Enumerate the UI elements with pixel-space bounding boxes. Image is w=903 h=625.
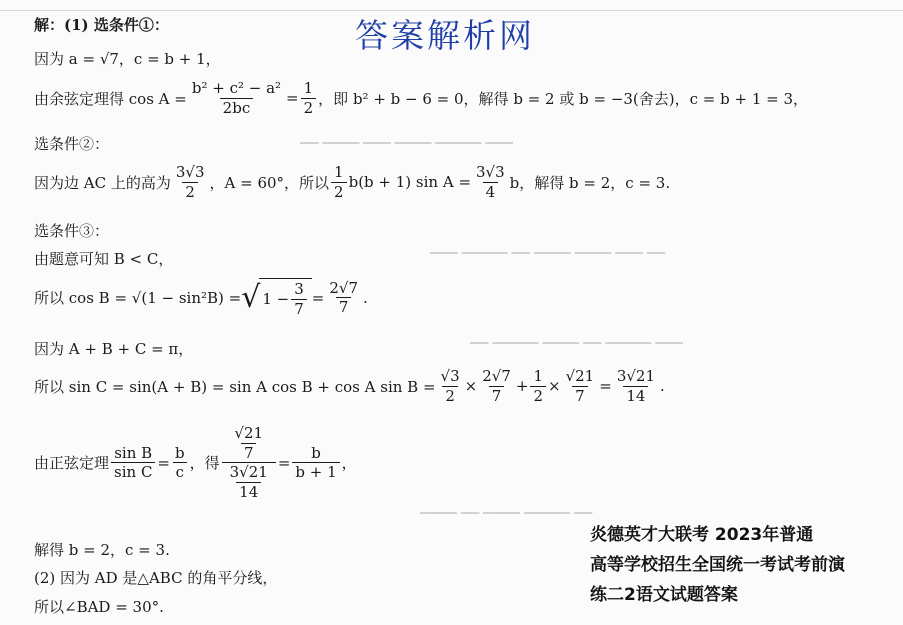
solution-line bbox=[34, 338, 193, 359]
line-text: 由余弦定理得 cos A = bbox=[34, 89, 187, 108]
times-sign: × bbox=[464, 377, 478, 395]
fraction-numerator: 3√3 bbox=[476, 163, 505, 181]
times-sign: × bbox=[548, 377, 561, 395]
line-text: (2) 因为 AD 是△ABC 的角平分线， bbox=[34, 569, 278, 587]
line-text: . bbox=[660, 377, 665, 395]
fraction bbox=[438, 368, 463, 404]
fraction-numerator: b² + c² − a² bbox=[191, 79, 282, 97]
fraction bbox=[473, 164, 508, 200]
solution-line bbox=[34, 248, 173, 269]
fraction-denominator: b + 1 bbox=[292, 462, 339, 481]
compound-fraction bbox=[222, 425, 276, 500]
solution-line bbox=[34, 80, 808, 116]
equals-sign: = bbox=[311, 288, 325, 307]
fraction bbox=[111, 445, 155, 481]
fraction bbox=[326, 280, 361, 316]
fraction-numerator: √21 bbox=[565, 367, 595, 385]
solution-line bbox=[34, 48, 221, 69]
fraction-denominator: 7 bbox=[572, 386, 588, 405]
fraction-numerator: 2√7 bbox=[482, 367, 511, 385]
fraction bbox=[189, 80, 284, 116]
fraction bbox=[291, 281, 307, 317]
line-text: 解：(1) 选条件①： bbox=[34, 16, 169, 34]
fraction-denominator: 2 bbox=[442, 386, 458, 405]
fraction-numerator: 3√21 bbox=[229, 463, 268, 481]
caption-line: 炎德英才大联考 2023年普通 bbox=[590, 525, 814, 545]
fraction-numerator: b bbox=[311, 443, 321, 462]
compound-numerator bbox=[226, 425, 271, 462]
solution-line bbox=[34, 539, 170, 560]
fraction-denominator: 7 bbox=[241, 443, 257, 462]
fraction-denominator: 14 bbox=[236, 482, 261, 501]
fraction-denominator: 2 bbox=[182, 182, 198, 201]
line-text: 选条件③： bbox=[34, 222, 110, 240]
line-text: ，得 bbox=[189, 454, 220, 472]
caption-line: 练二2语文试题答案 bbox=[590, 585, 738, 605]
fraction-numerator: 1 bbox=[334, 163, 344, 181]
solution-line bbox=[34, 567, 277, 588]
line-text: 因为边 AC 上的高为 bbox=[34, 173, 171, 192]
line-text: 所以 cos B = √(1 − sin²B) = bbox=[34, 289, 242, 307]
fraction-denominator: 2 bbox=[301, 98, 317, 117]
radical bbox=[241, 278, 312, 317]
line-text: b，解得 b = 2，c = 3. bbox=[509, 173, 671, 192]
fraction bbox=[301, 80, 317, 116]
plus-sign: + bbox=[515, 377, 529, 395]
option-heading bbox=[34, 220, 109, 241]
fraction-denominator: 2 bbox=[530, 386, 546, 405]
line-text: ，即 b² + b − 6 = 0，解得 b = 2 或 b = −3(舍去)，c = b + 1 = 3， bbox=[318, 89, 809, 108]
fraction-denominator: 7 bbox=[489, 386, 505, 405]
fraction-denominator: 14 bbox=[623, 386, 648, 405]
fraction-numerator: sin B bbox=[114, 443, 153, 462]
fraction bbox=[563, 368, 598, 404]
line-text: b(b + 1) sin A = bbox=[348, 173, 472, 191]
solution-line bbox=[34, 425, 357, 500]
fraction bbox=[173, 164, 208, 200]
fraction-numerator: 3 bbox=[294, 280, 304, 298]
fraction-denominator: 7 bbox=[291, 299, 307, 318]
fraction bbox=[227, 464, 271, 500]
fraction-denominator: 7 bbox=[336, 297, 352, 316]
fraction-numerator: 3√3 bbox=[175, 163, 205, 181]
fraction-denominator: c bbox=[173, 462, 187, 481]
line-text: 因为 A + B + C = π， bbox=[34, 340, 194, 358]
line-text: ， bbox=[341, 454, 357, 472]
bleed-through-text: ▁▁ ▁▁▁▁ ▁▁▁ ▁▁▁▁ ▁▁▁▁▁ ▁▁▁ bbox=[300, 130, 513, 144]
equals-sign: = bbox=[286, 89, 299, 107]
fraction bbox=[231, 425, 266, 461]
radicand bbox=[259, 278, 311, 317]
fraction-numerator: 3√21 bbox=[616, 367, 656, 385]
line-text: 由正弦定理 bbox=[34, 454, 110, 472]
caption-line: 高等学校招生全国统一考试考前演 bbox=[590, 555, 845, 575]
line-text: 因为 a = √7，c = b + 1， bbox=[34, 50, 221, 68]
fraction-numerator: 1 bbox=[533, 367, 543, 385]
fraction-numerator: √3 bbox=[440, 367, 460, 385]
equals-sign: = bbox=[599, 377, 612, 395]
fraction bbox=[479, 368, 514, 404]
line-text: 所以 sin C = sin(A + B) = sin A cos B + cos A sin B = bbox=[34, 377, 436, 396]
fraction bbox=[614, 368, 658, 404]
equals-sign: = bbox=[277, 453, 291, 472]
line-text: . bbox=[363, 288, 368, 307]
line-text: 选条件②： bbox=[34, 135, 110, 153]
fraction bbox=[172, 445, 188, 481]
radical-sign: √ bbox=[241, 279, 261, 315]
source-caption bbox=[590, 520, 903, 610]
fraction-numerator: b bbox=[175, 443, 185, 462]
fraction-numerator: 2√7 bbox=[329, 278, 359, 297]
bleed-through-text: ▁▁ ▁▁▁▁▁ ▁▁▁▁ ▁▁ ▁▁▁▁▁ ▁▁▁ bbox=[470, 330, 683, 344]
fraction bbox=[530, 368, 546, 404]
fraction bbox=[292, 445, 339, 481]
watermark-title: 答案解析网 bbox=[355, 16, 535, 55]
solution-line bbox=[34, 278, 368, 317]
line-text: 由题意可知 B < C， bbox=[34, 250, 174, 268]
fraction-denominator: 2 bbox=[331, 182, 347, 201]
option-heading bbox=[34, 133, 109, 154]
bleed-through-text: ▁▁▁▁ ▁▁ ▁▁▁▁ ▁▁▁▁▁ ▁▁ bbox=[420, 500, 593, 514]
fraction-denominator: 2bc bbox=[220, 98, 254, 117]
line-text: 解得 b = 2，c = 3. bbox=[34, 541, 170, 559]
fraction-denominator: 4 bbox=[483, 182, 499, 201]
fraction-numerator: 1 bbox=[303, 79, 314, 97]
solution-line bbox=[34, 164, 670, 200]
fraction-numerator: √21 bbox=[234, 424, 264, 442]
solution-heading bbox=[34, 14, 169, 35]
line-text: 所以∠BAD = 30°. bbox=[34, 598, 164, 616]
solution-line bbox=[34, 596, 164, 617]
fraction bbox=[331, 164, 347, 200]
compound-denominator bbox=[222, 462, 276, 500]
fraction-denominator: sin C bbox=[111, 462, 155, 481]
line-text: ，A = 60°，所以 bbox=[209, 173, 330, 192]
line-text: 1 − bbox=[262, 290, 290, 308]
solution-line bbox=[34, 368, 665, 404]
bleed-through-text: ▁▁▁ ▁▁▁▁▁ ▁▁ ▁▁▁▁ ▁▁▁▁ ▁▁▁ ▁▁ bbox=[430, 240, 666, 254]
equals-sign: = bbox=[157, 453, 170, 472]
